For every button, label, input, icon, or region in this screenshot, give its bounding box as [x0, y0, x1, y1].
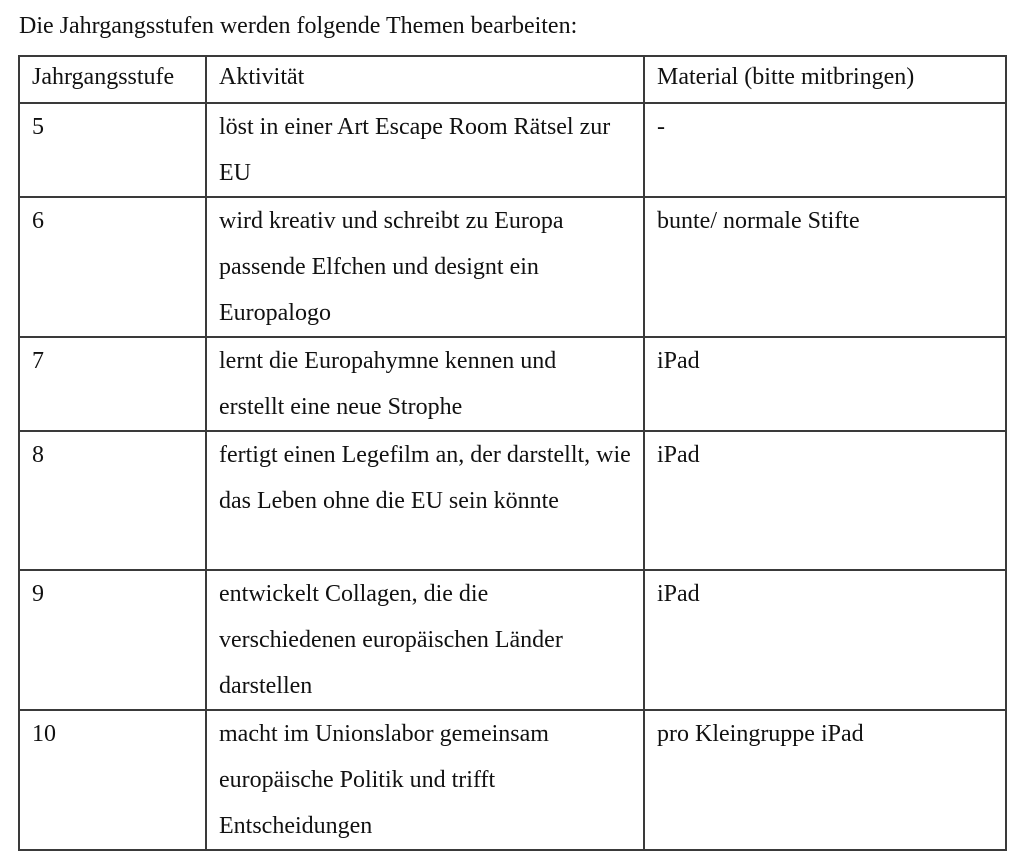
grade-value: 6: [32, 208, 44, 234]
grade-cell: [19, 197, 206, 337]
material-value: iPad: [657, 581, 700, 607]
topics-table: [18, 55, 1007, 851]
table-row: [19, 570, 1006, 710]
material-cell: [644, 710, 1006, 850]
material-value: pro Kleingruppe iPad: [657, 721, 864, 747]
activity-cell: [206, 337, 644, 431]
activity-value: macht im Unionslabor gemeinsam europäische Politik und trifft Entscheidungen: [219, 721, 549, 839]
grade-cell: [19, 103, 206, 197]
header-grade: Jahrgangsstufe: [19, 56, 206, 103]
material-cell: [644, 337, 1006, 431]
table-row: [19, 197, 1006, 337]
material-cell: [644, 197, 1006, 337]
material-cell: [644, 103, 1006, 197]
activity-value: fertigt einen Legefilm an, der darstellt, wie das Leben ohne die EU sein könnte: [219, 442, 631, 514]
material-cell: [644, 431, 1006, 570]
grade-value: 9: [32, 581, 44, 607]
table-header-row: [19, 56, 1006, 103]
material-value: iPad: [657, 442, 700, 468]
activity-cell: [206, 197, 644, 337]
header-material: Material (bitte mitbringen): [644, 56, 1006, 103]
material-value: bunte/ normale Stifte: [657, 208, 860, 234]
activity-value: löst in einer Art Escape Room Rätsel zur EU: [219, 114, 611, 186]
table-row: [19, 710, 1006, 850]
activity-value: entwickelt Collagen, die die verschiedenen europäischen Länder darstellen: [219, 581, 563, 699]
table-row: [19, 103, 1006, 197]
table-row: [19, 431, 1006, 570]
grade-cell: [19, 710, 206, 850]
activity-cell: [206, 103, 644, 197]
header-activity: Aktivität: [206, 56, 644, 103]
grade-cell: [19, 431, 206, 570]
grade-value: 7: [32, 348, 44, 374]
material-value: -: [657, 114, 665, 140]
material-cell: [644, 570, 1006, 710]
activity-value: wird kreativ und schreibt zu Europa passende Elfchen und designt ein Europalogo: [219, 208, 564, 326]
activity-value: lernt die Europahymne kennen und erstellt eine neue Strophe: [219, 348, 557, 420]
intro-text: Die Jahrgangsstufen werden folgende Themen bearbeiten:: [19, 13, 578, 39]
grade-value: 8: [32, 442, 44, 468]
activity-cell: [206, 570, 644, 710]
activity-cell: [206, 710, 644, 850]
material-value: iPad: [657, 348, 700, 374]
table-row: [19, 337, 1006, 431]
grade-value: 10: [32, 721, 56, 747]
grade-value: 5: [32, 114, 44, 140]
grade-cell: [19, 337, 206, 431]
grade-cell: [19, 570, 206, 710]
activity-cell: [206, 431, 644, 570]
